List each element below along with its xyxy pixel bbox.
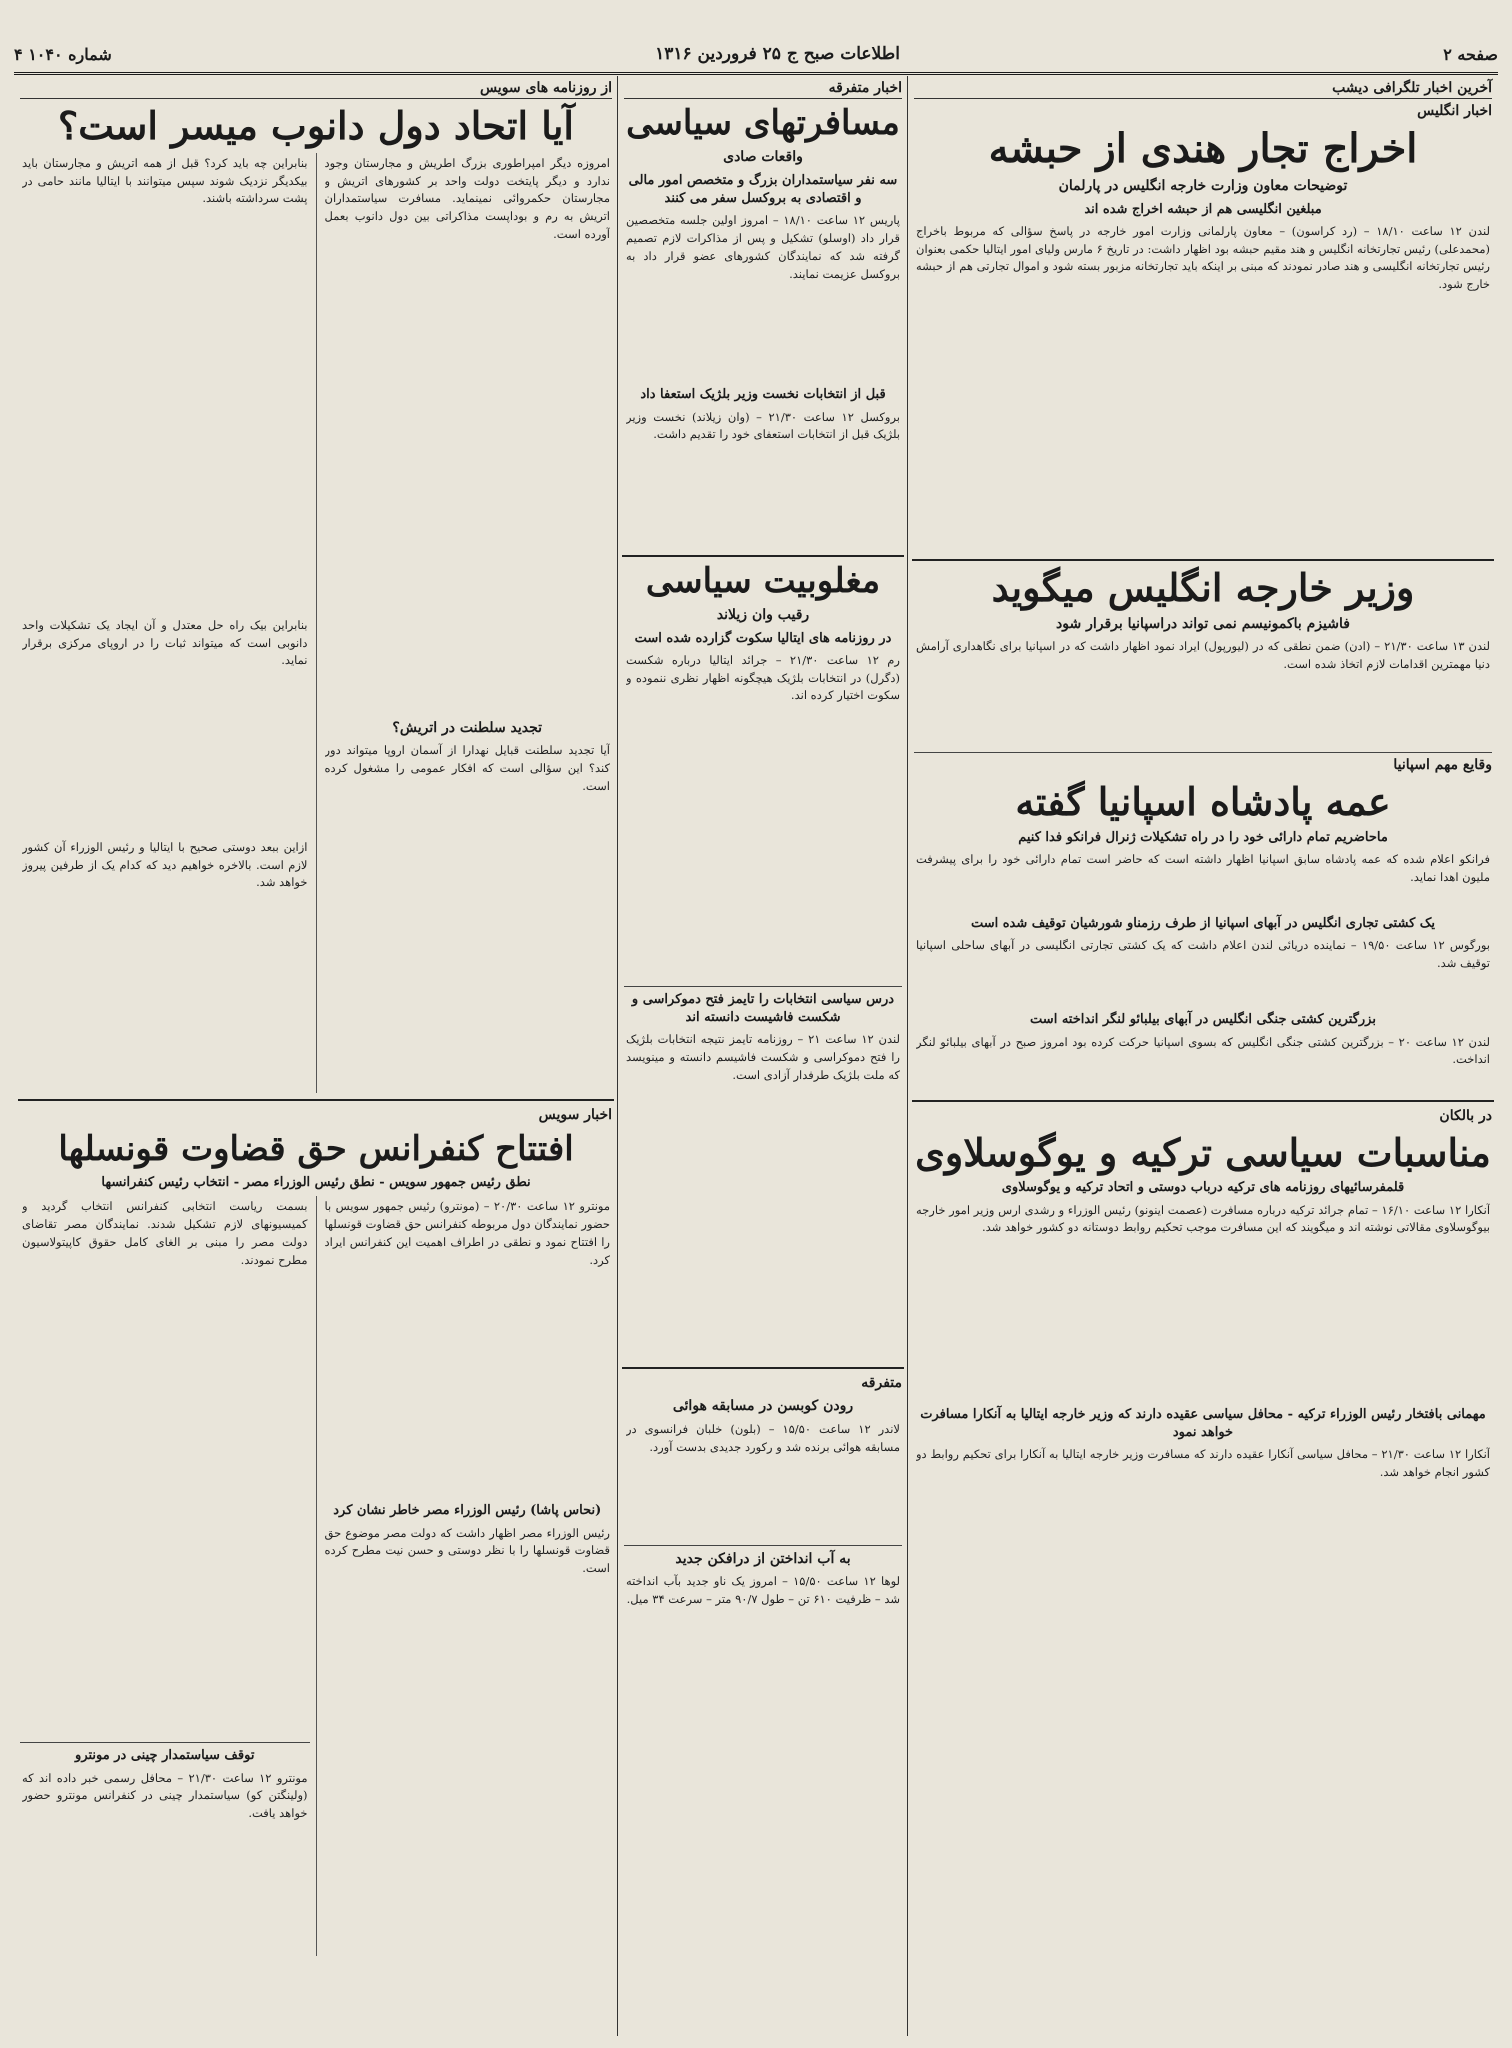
section-label-swiss: اخبار سویس	[538, 1106, 612, 1123]
subheadline: رقیب وان زیلاند	[716, 606, 810, 623]
subheadline: نطق رئیس جمهور سویس - نطق رئیس الوزراء مصر - انتخاب رئیس کنفرانسها	[101, 1175, 531, 1191]
article-body: پاریس ۱۲ ساعت ۱۸/۱۰ – امروز اولین جلسه متخصصین قرار داد (اوسلو) تشکیل و پس از مذاکرات لازم تصمیم گرفته شد که نمایندگان کشورهای عضو قرار داد به بروکسل عزیمت نمایند.	[626, 213, 900, 281]
subheadline: فاشیزم باکمونیسم نمی تواند دراسپانیا برقرار شود	[1056, 615, 1350, 632]
headline-foreign-minister: وزیر خارجه انگلیس میگوید	[991, 564, 1415, 610]
column-left	[14, 76, 618, 2036]
article-body: بنابراین چه باید کرد؟ قبل از همه اتریش و مجارستان باید بیکدیگر نزدیک شوند سپس میتوانند با ایتالیا مانند حامی در پشت سرداشته باشند.	[22, 155, 308, 206]
subheadline: مهمانی بافتخار رئیس الوزراء ترکیه - محافل سیاسی عقیده دارند که وزیر خارجه ایتالیا به آنکارا مسافرت خواهد نمود	[920, 1406, 1486, 1440]
article-body: لندن ۱۲ ساعت ۲۰ – بزرگترین کشتی جنگی انگلیس که بسوی اسپانیا حرکت کرده بود امروز صبح در آبهای بیلبائو لنگر انداخت.	[916, 1034, 1490, 1067]
article-body: رئیس الوزراء مصر اظهار داشت که دولت مصر موضوع حق قضاوت قونسلها را با نظر دوستی و حسن نیت مطرح کرده است.	[324, 1525, 610, 1576]
subheadline: قلمفرسائیهای روزنامه های ترکیه درباب دوستی و اتحاد ترکیه و یوگوسلاوی	[1001, 1180, 1405, 1196]
article-body: بورگوس ۱۲ ساعت ۱۹/۵۰ – نماینده دریائی لندن اعلام داشت که یک کشتی تجارتی انگلیسی در آبهای ساحلی اسپانیا توقیف شد.	[916, 938, 1490, 971]
subheadline: تجدید سلطنت در اتریش؟	[392, 719, 543, 736]
section-label: اخبار متفرقه	[624, 80, 902, 99]
section-label-england: اخبار انگلیس	[1417, 103, 1492, 119]
section-label: از روزنامه های سویس	[20, 80, 612, 99]
subheadline: درس سیاسی انتخابات را تایمز فتح دموکراسی و شکست فاشیست دانسته اند	[631, 991, 895, 1025]
subheadline: توضیحات معاون وزارت خارجه انگلیس در پارلمان	[1058, 178, 1348, 194]
subheadline: قبل از انتخابات نخست وزیر بلژیک استعفا داد	[640, 387, 886, 403]
article-body: آنکارا ۱۲ ساعت ۱۶/۱۰ – تمام جرائد ترکیه درباره مسافرت (عصمت اینونو) رئیس الوزراء و رشدی ارس وزیر امور خارجه بیوگوسلاوی مقالاتی نوشته اند و میگویند که این مسافرت موجب تحکیم روابط دوستانه دو کشور خواهد شد.	[916, 1202, 1490, 1235]
headline-danube: آیا اتحاد دول دانوب میسر است؟	[58, 103, 574, 148]
page-number-left: شماره ۱۰۴۰ ۴	[14, 44, 112, 64]
column-middle	[617, 76, 908, 2036]
subheadline: ماحاضریم تمام دارائی خود را در راه تشکیلات ژنرال فرانکو فدا کنیم	[1018, 829, 1388, 845]
subheadline: واقعات صادی	[723, 149, 803, 166]
headline-political-trips: مسافرتهای سیاسی	[626, 103, 900, 143]
article-body: فرانکو اعلام شده که عمه پادشاه سابق اسپانیا اظهار داشته است که حاضر است تمام دارائی خود را برای پیشرفت ملیون اهدا نماید.	[916, 852, 1490, 884]
article-body: ازاین ببعد دوستی صحیح با ایتالیا و رئیس الوزراء آن کشور لازم است. بالاخره خواهیم دید که کدام یک از طرفین پیروز خواهد شد.	[22, 839, 308, 890]
article-body: لندن ۱۲ ساعت ۱۸/۱۰ – (رد کراسون) – معاون پارلمانی وزارت امور خارجه در پاسخ سؤالی که مربوط باخراج (محمدعلی) رئیس تجارتخانه انگلیس و هند مقیم حبشه بود اظهار داشت: در تاریخ ۶ مارس ولیای امور ایتالیا حکمی بعنوان رئیس تجارتخانه انگلیسی و هند صادر نمودند که مبنی بر اینکه باید تجارتخانه مزبور بسته شود و اموال تجارتی هم از حبشه خارج شود.	[916, 223, 1490, 292]
issue-date: اطلاعات صبح ج ۲۵ فروردین ۱۳۱۶	[655, 44, 900, 64]
article-body: رم ۱۲ ساعت ۲۱/۳۰ – جرائد ایتالیا درباره شکست (دگرل) در انتخابات بلژیک هیچگونه اظهار نظری ننموده و سکوت اختیار کرده اند.	[626, 652, 900, 703]
article-body: آنکارا ۱۲ ساعت ۲۱/۳۰ – محافل سیاسی آنکارا عقیده دارند که مسافرت وزیر خارجه ایتالیا به آنکارا برای تحکیم روابط دو کشور انجام خواهد شد.	[916, 1446, 1490, 1479]
article-body: آیا تجدید سلطنت قبایل نهدارا از آسمان اروپا میتواند دور کند؟ این سؤالی است که افکار عمومی را مشغول کرده است.	[324, 743, 610, 794]
headline-king-aunt: عمه پادشاه اسپانیا گفته	[1015, 779, 1391, 825]
article-body: لاندر ۱۲ ساعت ۱۵/۵۰ – (بلون) خلبان فرانسوی در مسابقه هوائی برنده شد و رکورد جدیدی بدست آورد.	[626, 1421, 900, 1454]
subheadline: مبلغین انگلیسی هم از حبشه اخراج شده اند	[1084, 201, 1322, 217]
article-body: لوها ۱۲ ساعت ۱۵/۵۰ – امروز یک ناو جدید بآب انداخته شد – ظرفیت ۶۱۰ تن – طول ۹۰/۷ متر – سرعت ۳۴ میل.	[626, 1574, 900, 1607]
masthead	[14, 36, 1498, 75]
article-body: امروزه دیگر امپراطوری بزرگ اطریش و مجارستان وجود ندارد و دیگر پایتخت دولت واحد بر کشورهای اتریش و مجارستان حکمروائی نمینماید. مسافرت سیاستمداران اتریش به رم و بوداپست مذاکراتی بین دول دانوب بعمل آورده است.	[324, 155, 610, 242]
article-body: لندن ۱۲ ساعت ۲۱ – روزنامه تایمز نتیجه انتخابات بلژیک را فتح دموکراسی و شکست فاشیسم دانسته و مینویسد که ملت بلژیک طرفدار آزادی است.	[626, 1032, 900, 1082]
headline-political-defeat: مغلوبیت سیاسی	[645, 560, 881, 601]
headline-expulsion: اخراج تجار هندی از حبشه	[988, 125, 1418, 172]
article-body: بسمت ریاست انتخابی کنفرانس انتخاب گردید و کمیسیونهای لازم تشکیل شدند. نمایندگان مصر تقاضای دولت مصر را مبنی بر الغای کامل حقوق کاپیتولاسیون مطرح نمودند.	[22, 1199, 308, 1267]
subheadline: به آب انداختن از درافکن جدید	[675, 1550, 851, 1567]
section-label: آخرین اخبار تلگرافی دیشب	[914, 80, 1492, 99]
subheadline: سه نفر سیاستمداران بزرگ و متخصص امور مالی و اقتصادی به بروکسل سفر می کنند	[628, 172, 898, 207]
section-label-spain: وقایع مهم اسپانیا	[1393, 757, 1492, 774]
column-right	[907, 76, 1498, 2036]
headline-conference: افتتاح کنفرانس حق قضاوت قونسلها	[58, 1128, 574, 1169]
page-number-right: صفحه ۲	[1443, 44, 1498, 64]
article-body: مونترو ۱۲ ساعت ۲۰/۳۰ – (مونترو) رئیس جمهور سویس با حضور نمایندگان دول مربوطه کنفرانس حق قضاوت قونسلها را افتتاح نمود و نطقی در اطراف اهمیت این کنفرانس ایراد کرد.	[324, 1199, 610, 1267]
subheadline: یک کشتی تجاری انگلیس در آبهای اسپانیا از طرف رزمناو شورشیان توقیف شده است	[970, 916, 1436, 932]
article-body: مونترو ۱۲ ساعت ۲۱/۳۰ – محافل رسمی خبر داده اند که (ولینگتن کو) سیاستمدار چینی در کنفرانس مونترو حضور خواهد یافت.	[22, 1770, 308, 1821]
article-body: بنابراین بیک راه حل معتدل و آن ایجاد یک تشکیلات واحد دانوبی است که میتواند ثبات را در اروپای مرکزی برقرار نماید.	[22, 617, 308, 668]
article-body: لندن ۱۳ ساعت ۲۱/۳۰ – (ادن) ضمن نطقی که در (لیورپول) ایراد نمود اظهار داشت که در اسپانیا برای نگاهداری آرامش دنیا مهمترین اقدامات لازم اتخاذ شده است.	[916, 639, 1490, 671]
article-body: بروکسل ۱۲ ساعت ۲۱/۳۰ – (وان زیلاند) نخست وزیر بلژیک قبل از انتخابات استعفای خود را تقدیم داشت.	[626, 409, 900, 442]
subheadline: (نحاس پاشا) رئیس الوزراء مصر خاطر نشان کرد	[333, 1503, 602, 1519]
section-label-balkans: در بالکان	[1439, 1107, 1492, 1124]
subheadline: توقف سیاستمدار چینی در مونترو	[75, 1748, 255, 1764]
section-label-misc: متفرقه	[861, 1375, 902, 1392]
subheadline: در روزنامه های ایتالیا سکوت گزارده شده است	[634, 630, 892, 646]
headline-turkey-yugoslavia: مناسبات سیاسی ترکیه و یوگوسلاوی	[915, 1129, 1491, 1175]
subheadline: رودن کوبسن در مسابقه هوائی	[672, 1398, 854, 1415]
subheadline: بزرگترین کشتی جنگی انگلیس در آبهای بیلبائو لنگر انداخته است	[1030, 1012, 1376, 1028]
